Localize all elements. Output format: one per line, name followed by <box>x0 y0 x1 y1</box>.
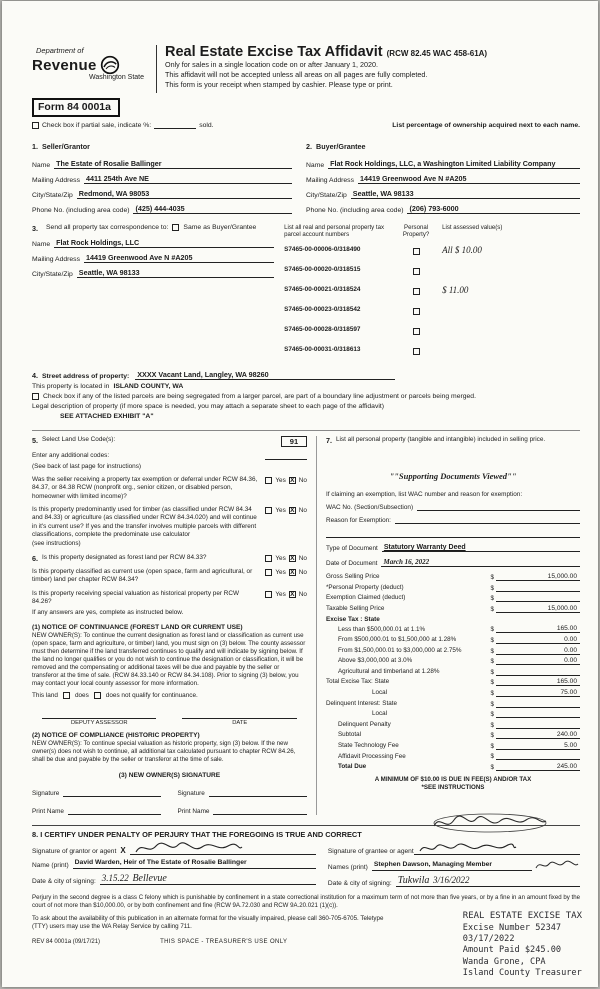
partial-sale-checkbox[interactable] <box>32 122 39 129</box>
stamp-treasurer-name: Wanda Grone, CPA <box>462 956 546 967</box>
grantor-name-label: Name (print) <box>32 862 69 870</box>
tax-row-value[interactable]: 15,000.00 <box>496 605 580 613</box>
stamp-date: 03/17/2022 <box>462 934 515 945</box>
grantor-date-field[interactable] <box>100 873 316 885</box>
tax-row-value[interactable] <box>496 710 580 718</box>
revenue-logo-icon <box>100 55 120 75</box>
seller-section <box>32 136 306 214</box>
personal-property-list-label: List all personal property (tangible and intangible) included in selling price. <box>335 435 546 443</box>
dollar-sign: $ <box>490 658 494 666</box>
tax-row-exemption-claimed <box>326 594 580 602</box>
tax-row-delinquent-penalty <box>326 721 580 729</box>
handwritten-name-scribble <box>534 859 580 871</box>
personal-property-checkbox[interactable] <box>413 308 420 315</box>
tax-row-subtotal <box>326 731 580 739</box>
assessed-value-field[interactable] <box>436 305 580 314</box>
tax-row-tier-3 <box>326 647 580 655</box>
tax-row-label: Total Excise Tax: State <box>325 678 390 686</box>
dollar-sign: $ <box>490 732 494 740</box>
tax-row-delinquent-interest-state <box>326 700 580 708</box>
tax-row-label: Affidavit Processing Fee <box>337 752 406 760</box>
buyer-name-field[interactable]: Flat Rock Holdings, LLC, a Washington Limited Liability Company <box>328 159 580 169</box>
street-address-field[interactable]: XXXX Vacant Land, Langley, WA 98260 <box>135 370 395 380</box>
assessed-value-field[interactable] <box>436 345 580 354</box>
segregated-label: Check box if any of the listed parcels are being segregated from a larger parcel, are part of a boundary line adjustment or parcels being merged. <box>43 392 476 400</box>
land-use-code-field[interactable]: 91 <box>281 436 307 448</box>
does-qualify-checkbox[interactable] <box>63 692 70 699</box>
assessed-value-field[interactable] <box>436 265 580 274</box>
grantor-signature-label: Signature of grantor or agent <box>32 848 117 856</box>
see-back-note: (See back of last page for instructions) <box>32 462 142 470</box>
notice-compliance-title: (2) NOTICE OF COMPLIANCE (HISTORIC PROPERTY) <box>32 732 200 740</box>
assessed-value-field[interactable]: $ 11.00 <box>442 284 469 295</box>
same-as-buyer-label: Same as Buyer/Grantee <box>183 224 257 231</box>
dollar-sign: $ <box>490 689 494 697</box>
washington-state-label: Washington State <box>89 74 144 81</box>
tax-row-agricultural <box>326 668 580 676</box>
treasurer-stamp <box>463 911 582 979</box>
tax-row-value[interactable] <box>496 752 580 760</box>
located-in-label: This property is located in <box>32 382 110 390</box>
dor-logo <box>32 43 152 93</box>
tax-row-value[interactable] <box>496 668 580 676</box>
historic-question: Is this property receiving special valuation as historical property per RCW 84.26? <box>32 589 240 605</box>
grantor-city-value: Bellevue <box>132 873 167 885</box>
dollar-sign: $ <box>490 742 494 750</box>
no-label: No <box>298 590 307 598</box>
buyer-csz-label: City/State/Zip <box>306 192 347 199</box>
personal-property-checkbox[interactable] <box>413 268 420 275</box>
page-title <box>165 44 580 60</box>
minimum-due-note: A MINIMUM OF $10.00 IS DUE IN FEE(S) AND/OR TAX <box>374 776 532 784</box>
date-of-document-label: Date of Document <box>325 559 378 567</box>
wac-field[interactable] <box>417 503 580 511</box>
dollar-sign: $ <box>490 711 494 719</box>
tax-row-value[interactable]: 165.00 <box>496 678 580 686</box>
tax-row-value[interactable]: 0.00 <box>496 647 580 655</box>
buyer-phone-label: Phone No. (including area code) <box>306 207 404 214</box>
tax-row-value[interactable]: 75.00 <box>496 689 580 697</box>
exemption-intro: If claiming an exemption, list WAC number and reason for exemption: <box>325 490 523 498</box>
tax-row-label: Subtotal <box>337 731 362 739</box>
tax-row-label: From $1,500,000.01 to $3,000,000 at 2.75% <box>337 646 462 654</box>
segregated-checkbox[interactable] <box>32 393 39 400</box>
accessibility-note: To ask about the availability of this publication in an alternate format for the visually impaired, please call 360-705-6705. Teletype (TTY) users may use the WA Relay Service by calling 711. <box>32 915 384 931</box>
does-label: does <box>74 692 89 700</box>
corr-label: Send all property tax correspondence to: <box>46 224 169 231</box>
type-of-document-label: Type of Document <box>325 544 378 552</box>
no-label: No <box>298 507 307 515</box>
grantee-date-value: 3/16/2022 <box>433 875 470 886</box>
grantor-date-label: Date & city of signing: <box>32 878 96 886</box>
dollar-sign: $ <box>490 584 494 592</box>
grantee-date-field[interactable] <box>396 875 580 887</box>
personal-property-header: Personal Property? <box>402 224 430 239</box>
reason-exemption-field[interactable] <box>395 516 580 524</box>
reason-exemption-label: Reason for Exemption: <box>325 516 391 524</box>
see-instructions-note: (see instructions) <box>32 540 81 548</box>
no-label: No <box>298 569 307 577</box>
tax-correspondence-section <box>32 224 284 359</box>
tax-row-label: *Personal Property (deduct) <box>325 583 404 591</box>
additional-codes-label: Enter any additional codes: <box>32 452 110 460</box>
tax-row-value[interactable] <box>496 700 580 708</box>
sec5-number: 5. <box>32 435 38 445</box>
yes-label: Yes <box>275 569 286 577</box>
dollar-sign: $ <box>490 700 494 708</box>
ownership-note: List percentage of ownership acquired next to each name. <box>392 122 580 129</box>
grantor-signature <box>134 840 244 856</box>
new-owner-signature-line-2[interactable] <box>209 788 307 797</box>
land-use-code-label: Select Land Use Code(s): <box>42 435 116 443</box>
yes-label: Yes <box>275 554 286 562</box>
dollar-sign: $ <box>490 573 494 581</box>
tax-row-label: State Technology Fee <box>337 742 399 750</box>
new-owner-signature-line-1[interactable] <box>63 788 161 797</box>
rev-form-number: REV 84 0001a (09/17/21) <box>32 939 101 946</box>
tax-row-tier-1 <box>326 625 580 633</box>
new-owner-print-name-line-1[interactable] <box>68 806 162 815</box>
stamp-title: REAL ESTATE EXCISE TAX <box>462 911 582 922</box>
wac-label: WAC No. (Section/Subsection) <box>325 503 414 511</box>
corr-csz-field[interactable]: Seattle, WA 98133 <box>77 268 274 278</box>
seller-phone-label: Phone No. (including area code) <box>32 207 130 214</box>
grantee-name-label: Names (print) <box>327 864 368 872</box>
sec7-number: 7. <box>325 435 332 445</box>
see-instructions-note: *SEE INSTRUCTIONS <box>421 784 485 792</box>
yes-label: Yes <box>275 507 286 515</box>
grantor-date-value: 3.15.22 <box>101 873 129 884</box>
form-header <box>32 43 580 93</box>
parcel-list-section <box>284 224 580 359</box>
treasurer-space-label: THIS SPACE - TREASURER'S USE ONLY <box>160 939 288 946</box>
date-label: DATE <box>232 720 248 727</box>
land-use-column <box>32 436 317 816</box>
forest-no-checkbox[interactable]: X <box>290 554 295 562</box>
no-label: No <box>298 477 307 485</box>
supporting-documents-stamp: ""Supporting Documents Viewed"" <box>389 470 517 481</box>
corr-csz-label: City/State/Zip <box>32 271 73 278</box>
revenue-wordmark: Revenue <box>32 56 97 74</box>
seller-name-label: Name <box>32 162 51 169</box>
print-name-label: Print Name <box>177 808 210 816</box>
corr-mailing-field[interactable]: 14419 Greenwood Ave N #A205 <box>84 253 274 263</box>
tax-row-delinquent-interest-local <box>326 710 580 718</box>
deferral-no-checkbox[interactable]: X <box>290 477 295 485</box>
parcel-number: S7465-00-00023-0/318542 <box>284 306 361 314</box>
sec6-number: 6. <box>32 553 38 563</box>
certify-section-number: 8. <box>32 830 39 840</box>
grantee-signature <box>418 840 518 856</box>
tax-row-value[interactable]: 0.00 <box>496 657 580 665</box>
dollar-sign: $ <box>490 626 494 634</box>
print-name-label: Print Name <box>32 808 64 816</box>
date-of-document-field[interactable]: March 16, 2022 <box>381 558 580 567</box>
deferral-yes-checkbox[interactable] <box>265 477 272 484</box>
parcel-number: S7465-00-00020-0/318515 <box>284 266 361 274</box>
tax-row-value[interactable]: 245.00 <box>496 763 580 771</box>
header-note-3: This form is your receipt when stamped by cashier. Please type or print. <box>165 80 393 90</box>
seller-section-number: 1. <box>32 142 38 151</box>
rcw-reference: (RCW 82.45 WAC 458-61A) <box>386 49 488 58</box>
deputy-assessor-signature-line[interactable] <box>42 710 156 719</box>
buyer-phone-field[interactable]: (206) 793-6000 <box>407 204 580 214</box>
parcel-number: S7465-00-00006-0/318490 <box>284 246 361 254</box>
tax-row-total-excise-local <box>326 689 580 697</box>
grantor-name-field[interactable]: David Warden, Heir of The Estate of Rosalie Ballinger <box>73 859 316 869</box>
tax-row-value[interactable]: 240.00 <box>496 731 580 739</box>
new-owner-print-name-line-2[interactable] <box>213 806 307 815</box>
tax-row-value[interactable] <box>496 721 580 729</box>
dollar-sign: $ <box>490 595 494 603</box>
timber-no-checkbox[interactable]: X <box>290 507 295 515</box>
grantee-city-value: Tukwila <box>397 875 430 887</box>
tax-row-tier-2 <box>326 636 580 644</box>
property-address-section <box>32 370 580 420</box>
additional-codes-field[interactable] <box>265 452 307 460</box>
yes-label: Yes <box>275 477 286 485</box>
seller-heading: Seller/Grantor <box>42 142 90 151</box>
grantee-signature-label: Signature of grantee or agent <box>327 848 414 856</box>
dollar-sign: $ <box>490 679 494 687</box>
header-note-2: This affidavit will not be accepted unless all areas on all pages are fully completed. <box>165 70 428 80</box>
sold-label: sold. <box>199 122 214 129</box>
partial-sale-label: Check box if partial sale, indicate %: <box>42 122 152 129</box>
deputy-date-line[interactable] <box>182 710 296 719</box>
historic-yes-checkbox[interactable] <box>265 591 272 598</box>
yes-label: Yes <box>275 590 286 598</box>
same-as-buyer-checkbox[interactable] <box>172 224 179 231</box>
parcel-row <box>284 301 580 319</box>
perjury-statement: Perjury in the second degree is a class C felony which is punishable by confinement in a state correctional institution for a maximum term of not more than five years, or by a fine in an amount fixed by the court of not more than $10,000.00, or by both confinement and fine (RCW 9A.72.030 and RCW 9A.20.021 (1)(c)). <box>32 894 580 910</box>
parcel-row <box>284 241 580 259</box>
timber-yes-checkbox[interactable] <box>265 507 272 514</box>
buyer-heading: Buyer/Grantee <box>316 142 366 151</box>
excise-tax-state-header: Excise Tax : State <box>325 615 380 623</box>
dollar-sign: $ <box>490 647 494 655</box>
tax-row-tier-4 <box>326 657 580 665</box>
deputy-assessor-label: DEPUTY ASSESSOR <box>70 720 128 727</box>
stamp-amount-paid: Amount Paid $245.00 <box>462 945 562 956</box>
title-text: Real Estate Excise Tax Affidavit <box>165 44 383 60</box>
does-not-qualify-checkbox[interactable] <box>94 692 101 699</box>
tax-row-value[interactable] <box>496 594 580 602</box>
tax-row-total-excise-state <box>326 678 580 686</box>
seller-mailing-field[interactable]: 4411 254th Ave NE <box>84 174 292 184</box>
seller-csz-label: City/State/Zip <box>32 192 73 199</box>
assessed-value-field[interactable]: All $ 10.00 <box>442 244 482 255</box>
tax-row-label: Less than $500,000.01 at 1.1% <box>337 625 426 633</box>
tax-row-total-due <box>326 763 580 771</box>
reason-exemption-extra-line[interactable] <box>326 529 580 538</box>
new-owner-signature-header: (3) NEW OWNER(S) SIGNATURE <box>118 772 221 780</box>
grantee-signature-field[interactable] <box>414 845 580 855</box>
grantor-signature-field[interactable] <box>130 845 316 855</box>
corr-name-field[interactable]: Flat Rock Holdings, LLC <box>54 238 274 248</box>
forest-yes-checkbox[interactable] <box>265 555 272 562</box>
corr-section-number: 3. <box>32 224 38 233</box>
forest-land-question: Is this property designated as forest land per RCW 84.33? <box>42 553 207 561</box>
dollar-sign: $ <box>490 605 494 613</box>
certify-statement: I CERTIFY UNDER PENALTY OF PERJURY THAT THE FOREGOING IS TRUE AND CORRECT <box>40 830 362 840</box>
personal-property-checkbox[interactable] <box>413 248 420 255</box>
dollar-sign: $ <box>490 753 494 761</box>
seller-mailing-label: Mailing Address <box>32 177 80 184</box>
buyer-section <box>306 136 580 214</box>
tax-row-value[interactable]: 0.00 <box>496 636 580 644</box>
dollar-sign: $ <box>490 764 494 772</box>
affidavit-page <box>2 1 598 987</box>
type-of-document-field[interactable]: Statutory Warranty Deed <box>382 544 580 552</box>
header-note-1: Only for sales in a single location code on or after January 1, 2020. <box>165 60 378 69</box>
deferral-question: Was the seller receiving a property tax exemption or deferral under RCW 84.36, 84.37, or 84.38 RCW (nonprofit org., senior citizen, or disabled person, homeowner with limited income)? <box>32 476 258 500</box>
tax-row-personal-property-deduct <box>326 584 580 592</box>
parcel-row <box>284 261 580 279</box>
dept-of-label: Department of <box>36 46 84 55</box>
notice-continuance-body: NEW OWNER(S): To continue the current designation as forest land or classification as current use (open space, farm and agriculture, or timber) land, you must sign on (3) below. The county assessor must then determine if the land transferred continues to qualify and will indicate by signing below. If the land no longer qualifies or you do not wish to continue the designation or classification, it will be removed and the compensating or additional taxes will be due and payable by the seller or transferor at the time of sale. (RCW 84.33.140 or RCW 84.34.108). Prior to signing (3) below, you may contact your local county assessor for more information. <box>32 631 306 688</box>
partial-percent-field[interactable] <box>154 121 196 129</box>
dollar-sign: $ <box>490 636 494 644</box>
county-field[interactable]: ISLAND COUNTY, WA <box>113 382 184 390</box>
parcel-row <box>284 281 580 299</box>
excise-tax-column <box>317 436 580 816</box>
personal-property-checkbox[interactable] <box>413 288 420 295</box>
tax-row-label: Delinquent Penalty <box>337 720 391 728</box>
tax-row-gross-selling-price <box>326 573 580 581</box>
notice-continuance-title: (1) NOTICE OF CONTINUANCE (FOREST LAND OR CURRENT USE) <box>32 623 243 631</box>
corr-mailing-label: Mailing Address <box>32 256 80 263</box>
seller-name-field[interactable]: The Estate of Rosalie Ballinger <box>54 159 292 169</box>
does-not-label: does not qualify for continuance. <box>105 692 198 700</box>
assessed-values-header: List assessed value(s) <box>442 224 503 231</box>
notice-compliance-body: NEW OWNER(S): To continue special valuation as historic property, sign (3) below. If the new owner(s) does not wish to continue, all additional tax calculated pursuant to chapter RCW 84.26, shall be due and payable by the seller or transferor at the time of sale. <box>32 740 296 764</box>
tax-row-label: Delinquent Interest: State <box>325 699 398 707</box>
tax-row-state-technology-fee <box>326 742 580 750</box>
buyer-csz-field[interactable]: Seattle, WA 98133 <box>351 189 580 199</box>
seller-phone-field[interactable]: (425) 444-4035 <box>133 204 292 214</box>
dollar-sign: $ <box>490 668 494 676</box>
parcel-number: S7465-00-00031-0/318613 <box>284 346 361 354</box>
tax-row-label: Gross Selling Price <box>325 573 380 581</box>
legal-description-field[interactable]: SEE ATTACHED EXHIBIT "A" <box>60 412 154 420</box>
grantee-name-field[interactable]: Stephen Dawson, Managing Member <box>372 861 532 871</box>
tax-row-taxable-selling-price <box>326 605 580 613</box>
personal-property-checkbox[interactable] <box>413 348 420 355</box>
property-section-number: 4. <box>32 370 38 380</box>
form-number-box: Form 84 0001a <box>32 98 120 117</box>
grantor-x-mark: X <box>120 846 126 856</box>
certification-section <box>32 825 580 887</box>
buyer-mailing-label: Mailing Address <box>306 177 354 184</box>
buyer-section-number: 2. <box>306 142 312 151</box>
signature-label: Signature <box>32 790 60 798</box>
parcel-numbers-header: List all real and personal property tax parcel account numbers <box>284 224 385 239</box>
current-use-no-checkbox[interactable]: X <box>290 569 295 577</box>
tax-row-label: Agricultural and timberland at 1.28% <box>337 667 440 675</box>
assessed-value-field[interactable] <box>436 325 580 334</box>
corr-name-label: Name <box>32 241 51 248</box>
buyer-mailing-field[interactable]: 14419 Greenwood Ave N #A205 <box>358 174 580 184</box>
tax-row-affidavit-processing-fee <box>326 752 580 760</box>
if-yes-note: If any answers are yes, complete as instructed below. <box>32 609 184 617</box>
tax-row-label: Local <box>371 689 388 697</box>
this-land-label: This land <box>32 692 58 700</box>
parcel-number: S7465-00-00028-0/318597 <box>284 326 361 334</box>
tax-row-value[interactable]: 15,000.00 <box>496 573 580 581</box>
header-divider <box>156 45 157 93</box>
parcel-number: S7465-00-00021-0/318524 <box>284 286 361 294</box>
historic-no-checkbox[interactable]: X <box>290 590 295 598</box>
tax-row-label: Taxable Selling Price <box>325 604 385 612</box>
buyer-name-label: Name <box>306 162 325 169</box>
tax-row-value[interactable]: 5.00 <box>496 742 580 750</box>
grantee-date-label: Date & city of signing: <box>327 880 392 888</box>
parcel-row <box>284 341 580 359</box>
no-label: No <box>298 554 307 562</box>
street-address-label: Street address of property: <box>42 372 130 380</box>
tax-row-label: From $500,000.01 to $1,500,000 at 1.28% <box>337 636 457 644</box>
tax-row-label: Above $3,000,000 at 3.0% <box>337 657 413 665</box>
legal-description-label: Legal description of property (if more space is needed, you may attach a separate sheet to each page of the affidavit) <box>32 402 385 410</box>
tax-row-value[interactable]: 165.00 <box>496 625 580 633</box>
grantee-signature-scribble <box>430 812 550 834</box>
tax-row-label: Total Due <box>337 763 367 771</box>
dollar-sign: $ <box>490 721 494 729</box>
personal-property-checkbox[interactable] <box>413 328 420 335</box>
signature-label: Signature <box>177 790 205 798</box>
current-use-yes-checkbox[interactable] <box>265 569 272 576</box>
timber-question: Is this property predominantly used for timber (as classified under RCW 84.34 and 84.33) or agriculture (as classified under RCW 84.34.020) and will continue in it's current use? If yes and the transfer involves multiple parcels with different classifications, complete the predominate use calculator <box>32 506 257 538</box>
tax-row-label: Local <box>371 710 388 718</box>
current-use-question: Is this property classified as current use (open space, farm and agricultural, or timber) land per chapter RCW 84.34? <box>32 568 253 584</box>
seller-csz-field[interactable]: Redmond, WA 98053 <box>77 189 292 199</box>
stamp-treasurer-title: Island County Treasurer <box>462 967 582 978</box>
parcel-row <box>284 321 580 339</box>
stamp-excise-number: Excise Number 52347 <box>462 923 562 934</box>
tax-row-value[interactable] <box>496 584 580 592</box>
tax-row-label: Exemption Claimed (deduct) <box>325 594 406 602</box>
